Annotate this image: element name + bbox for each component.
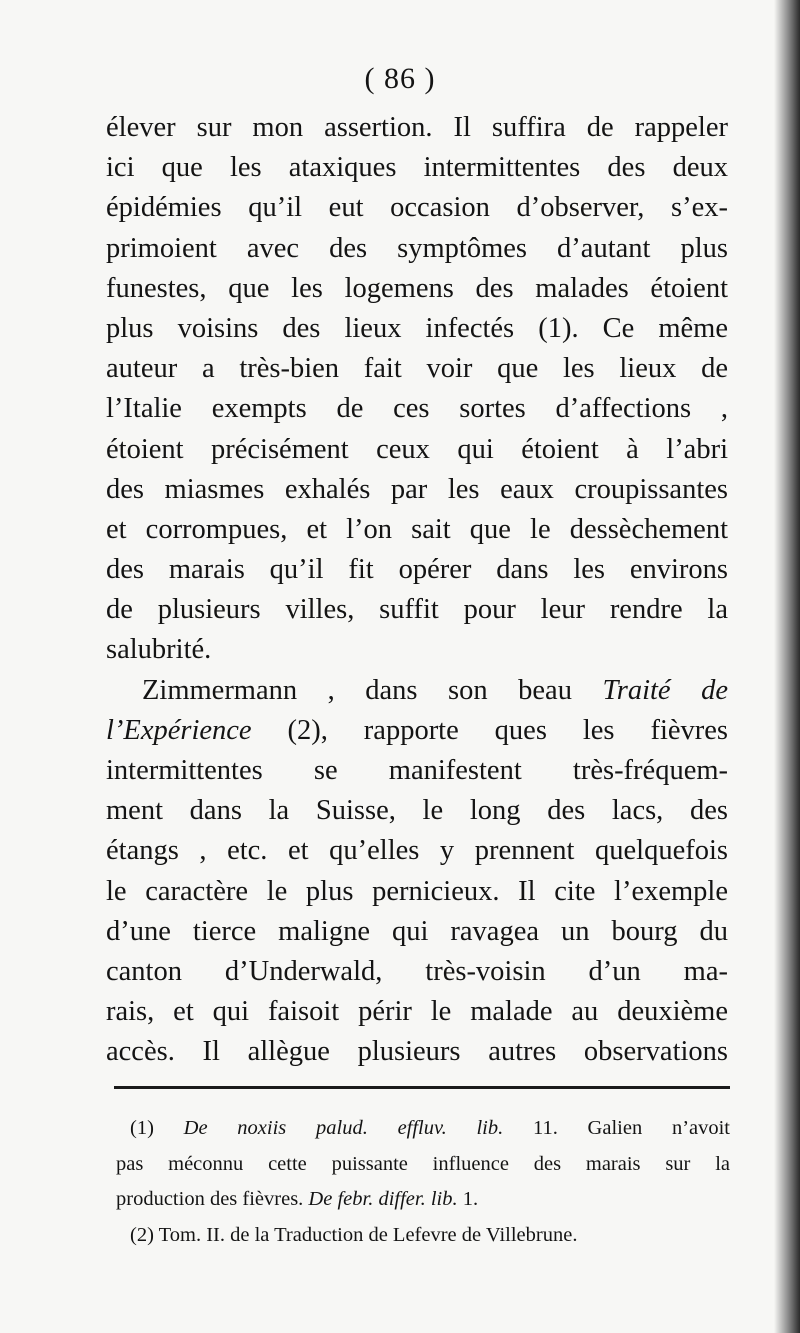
text-line: primoient avec des symptômes d’autant plus xyxy=(106,232,728,264)
text-line: rais, et qui faisoit périr le malade au deuxième xyxy=(106,996,728,1028)
text-segment: 11. Galien n’avoit xyxy=(503,1117,731,1139)
text-line: intermittentes se manifestent très-fréquem- xyxy=(106,755,728,786)
text-line: salubrité. xyxy=(106,634,212,666)
text-segment: production des fièvres. xyxy=(116,1188,309,1210)
footnote-1-line xyxy=(116,1111,730,1147)
text-segment: (2), rapporte ques les fièvres xyxy=(251,714,728,746)
book-title-italic: l’Expérience xyxy=(106,714,252,746)
text-line: étangs , etc. et qu’elles y prennent quelquefois xyxy=(106,835,728,867)
text-line: ici que les ataxiques intermittentes des deux xyxy=(106,152,728,184)
text-line: étoient précisément ceux qui étoient à l’abri xyxy=(106,433,728,465)
text-line: épidémies qu’il eut occasion d’observer, s’ex- xyxy=(106,192,728,224)
text-line: de plusieurs villes, suffit pour leur rendre la xyxy=(106,594,728,626)
text-line: auteur a très-bien fait voir que les lieux de xyxy=(106,353,728,385)
footnote-1-line: pas méconnu cette puissante influence des marais sur la xyxy=(116,1152,730,1175)
book-title-italic: Traité de xyxy=(602,674,728,706)
footnote-marker: (1) xyxy=(130,1117,184,1139)
footnote-1-line xyxy=(116,1182,730,1218)
footnote-2-line: (2) Tom. II. de la Traduction de Lefevre de Villebrune. xyxy=(130,1223,578,1246)
text-line: des marais qu’il fit opérer dans les environs xyxy=(106,554,728,586)
text-line: le caractère le plus pernicieux. Il cite l’exemple xyxy=(106,875,728,907)
text-line: plus voisins des lieux infectés (1). Ce même xyxy=(106,312,728,344)
text-line: ment dans la Suisse, le long des lacs, des xyxy=(106,795,728,827)
paragraph-start-line xyxy=(106,671,728,711)
text-line: élever sur mon assertion. Il suffira de rappeler xyxy=(106,112,728,143)
text-line: et corrompues, et l’on sait que le dessèchement xyxy=(106,513,728,545)
page-number: ( 86 ) xyxy=(364,62,436,95)
footnotes xyxy=(116,1111,730,1253)
text-line: funestes, que les logemens des malades étoient xyxy=(106,272,728,304)
text-line: des miasmes exhalés par les eaux croupissantes xyxy=(106,473,728,505)
text-line: l’Italie exempts de ces sortes d’affections , xyxy=(106,393,728,425)
footnote-divider xyxy=(114,1086,730,1089)
text-line: accès. Il allègue plusieurs autres observations xyxy=(106,1036,728,1068)
text-line: d’une tierce maligne qui ravagea un bourg du xyxy=(106,915,728,947)
footnote-citation-italic: De febr. differ. lib. xyxy=(308,1188,458,1210)
body-text xyxy=(106,108,728,1073)
text-line xyxy=(106,711,728,751)
text-segment: Zimmermann , dans son beau xyxy=(142,674,603,706)
text-line: canton d’Underwald, très-voisin d’un ma- xyxy=(106,955,728,987)
text-segment: 1. xyxy=(457,1188,479,1210)
footnote-citation-italic: De noxiis palud. effluv. lib. xyxy=(183,1117,504,1139)
